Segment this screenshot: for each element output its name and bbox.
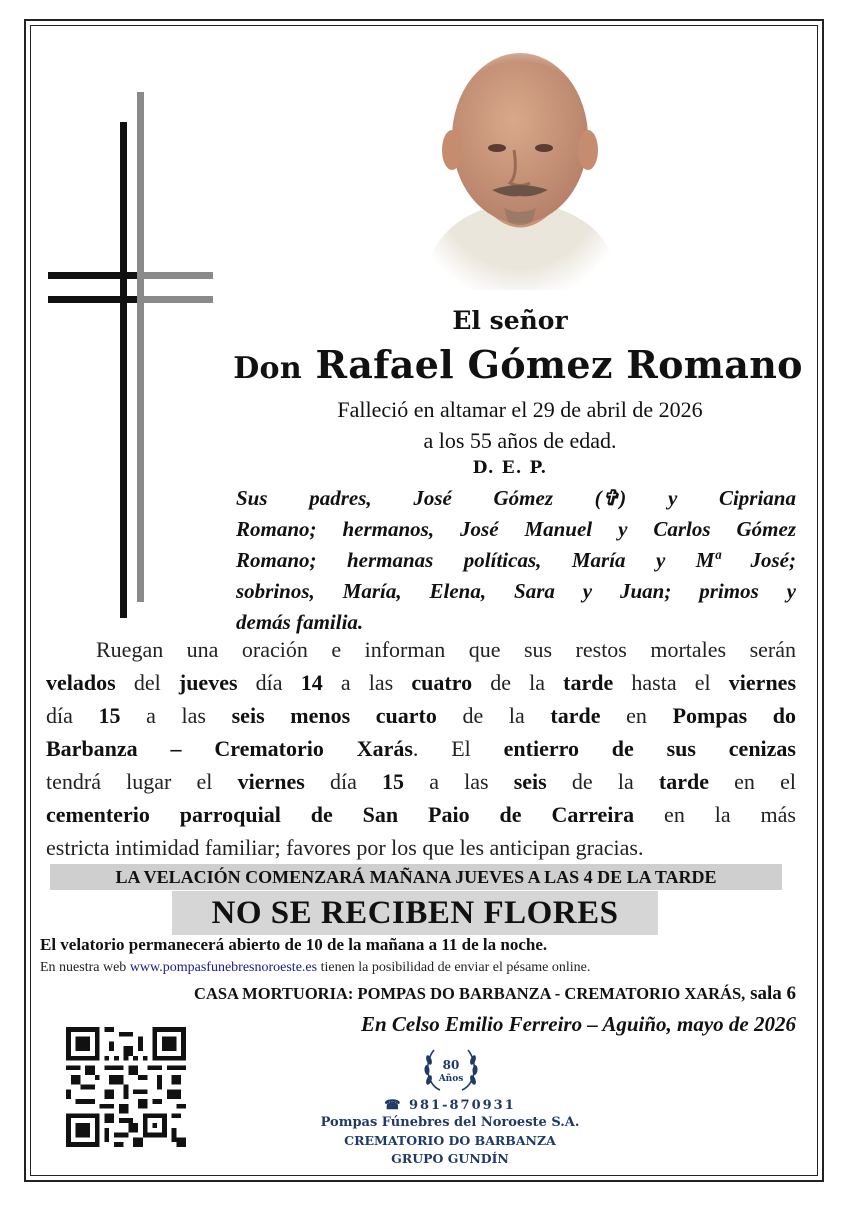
deceased-name [232, 342, 804, 387]
body-line: Ruegan una oración e informan que sus restos mortales serán [96, 637, 796, 662]
body-line: cementerio parroquial de San Paio de Carreira en la más [46, 802, 796, 827]
crematorio-name: CREMATORIO DO BARBANZA [344, 1133, 556, 1148]
honorific: Don [233, 351, 302, 386]
phone-line [300, 1098, 600, 1113]
phone-icon: ☎ [384, 1098, 403, 1113]
family-list [236, 483, 796, 638]
group-name: GRUPO GUNDÍN [391, 1151, 509, 1166]
svg-text:Años: Años [438, 1074, 464, 1084]
place-date: En Celso Emilio Ferreiro – Aguiño, mayo de 2026 [360, 1012, 796, 1036]
body-line: velados del jueves día 14 a las cuatro de la tarde hasta el viernes [46, 670, 796, 695]
body-line: Barbanza – Crematorio Xarás. El entierro de sus cenizas [46, 736, 796, 761]
announcement-body [46, 633, 796, 864]
death-line: Falleció en altamar el 29 de abril de 2026 [337, 397, 703, 422]
deceased-full-name: Rafael Gómez Romano [315, 342, 803, 387]
body-line: día 15 a las seis menos cuarto de la tarde en Pompas do [46, 703, 796, 728]
website-link[interactable]: www.pompasfunebresnoroeste.es [129, 960, 318, 975]
company-name: Pompas Fúnebres del Noroeste S.A. [320, 1115, 580, 1130]
phone-number[interactable]: 981-870931 [408, 1098, 516, 1113]
velacion-notice: LA VELACIÓN COMENZARÁ MAÑANA JUEVES A LAS 4 DE LA TARDE [50, 864, 782, 890]
family-line: demás familia. [236, 610, 364, 634]
family-line: Romano; hermanas políticas, María y Mª José; [236, 548, 796, 572]
title-prefix: El señor [452, 306, 568, 335]
body-line: estricta intimidad familiar; favores por los que les anticipan gracias. [46, 835, 644, 860]
portrait-photo [412, 40, 627, 290]
dep: D. E. P. [472, 458, 548, 478]
qr-code[interactable] [66, 1027, 186, 1147]
velatorio-hours: El velatorio permanecerá abierto de 10 de la mañana a 11 de la noche. [40, 935, 548, 954]
anniversary-badge-icon [420, 1040, 482, 1098]
death-info [250, 394, 790, 456]
no-flowers-notice: NO SE RECIBEN FLORES [172, 891, 658, 935]
family-line: Romano; hermanos, José Manuel y Carlos Gómez [236, 517, 796, 541]
funeral-home: CASA MORTUORIA: POMPAS DO BARBANZA - CREMATORIO XARÁS, sala 6 [194, 983, 796, 1004]
family-line: Sus padres, José Gómez (✞) y Cipriana [236, 486, 796, 510]
svg-text:80: 80 [442, 1058, 460, 1072]
age-line: a los 55 años de edad. [423, 428, 617, 453]
family-line: sobrinos, María, Elena, Sara y Juan; primos y [236, 579, 796, 603]
body-line: tendrá lugar el viernes día 15 a las seis de la tarde en el [46, 769, 796, 794]
web-notice: En nuestra web www.pompasfunebresnoroeste.es tienen la posibilidad de enviar el pésame online. [40, 960, 591, 975]
